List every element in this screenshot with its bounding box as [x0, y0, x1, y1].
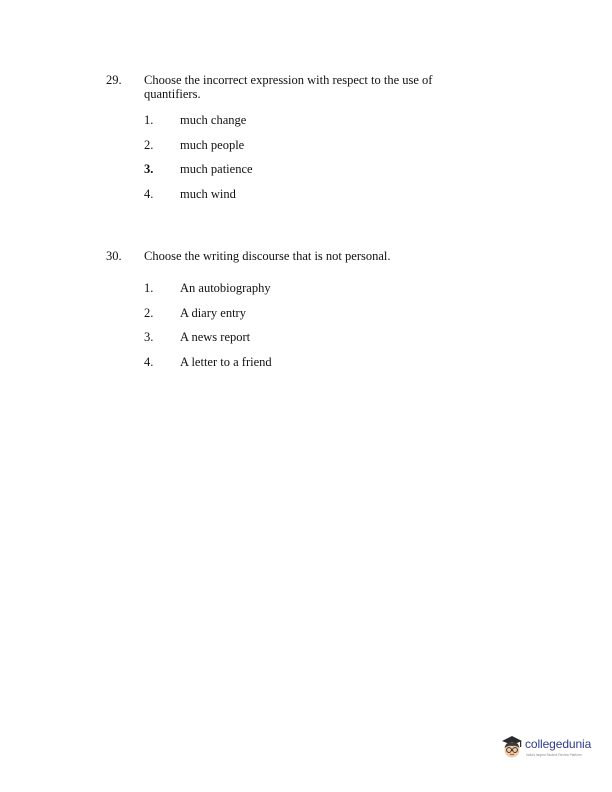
- option-number: 1.: [144, 113, 154, 127]
- question-number: 29.: [106, 73, 122, 87]
- option-number: 4.: [144, 355, 154, 369]
- option-number: 1.: [144, 281, 154, 295]
- graduate-mascot-icon: [500, 734, 524, 760]
- option-4: [144, 355, 404, 371]
- question-text: Choose the incorrect expression with respect to the use of quantifiers.: [144, 73, 433, 101]
- option-3: [144, 162, 404, 178]
- option-text: A news report: [180, 330, 251, 344]
- option-1: [144, 113, 404, 129]
- logo-tagline: India's largest Student Review Platform: [526, 753, 582, 757]
- option-text: much change: [180, 113, 247, 127]
- question-text: Choose the writing discourse that is not personal.: [144, 249, 391, 263]
- option-text: much wind: [180, 187, 236, 201]
- logo-brand-name: collegedunia: [525, 737, 592, 751]
- option-text: much people: [180, 138, 245, 152]
- option-text: A diary entry: [180, 306, 246, 320]
- collegedunia-logo: [500, 734, 608, 764]
- option-4: [144, 187, 404, 203]
- question-number: 30.: [106, 249, 122, 263]
- option-number: 2.: [144, 138, 154, 152]
- option-2: [144, 306, 404, 322]
- option-2: [144, 138, 404, 154]
- option-number: 4.: [144, 187, 154, 201]
- option-1: [144, 281, 404, 297]
- option-text: An autobiography: [180, 281, 271, 295]
- option-number: 3.: [144, 162, 154, 176]
- option-text: much patience: [180, 162, 253, 176]
- option-number: 2.: [144, 306, 154, 320]
- option-3: [144, 330, 404, 346]
- option-text: A letter to a friend: [180, 355, 272, 369]
- option-number: 3.: [144, 330, 154, 344]
